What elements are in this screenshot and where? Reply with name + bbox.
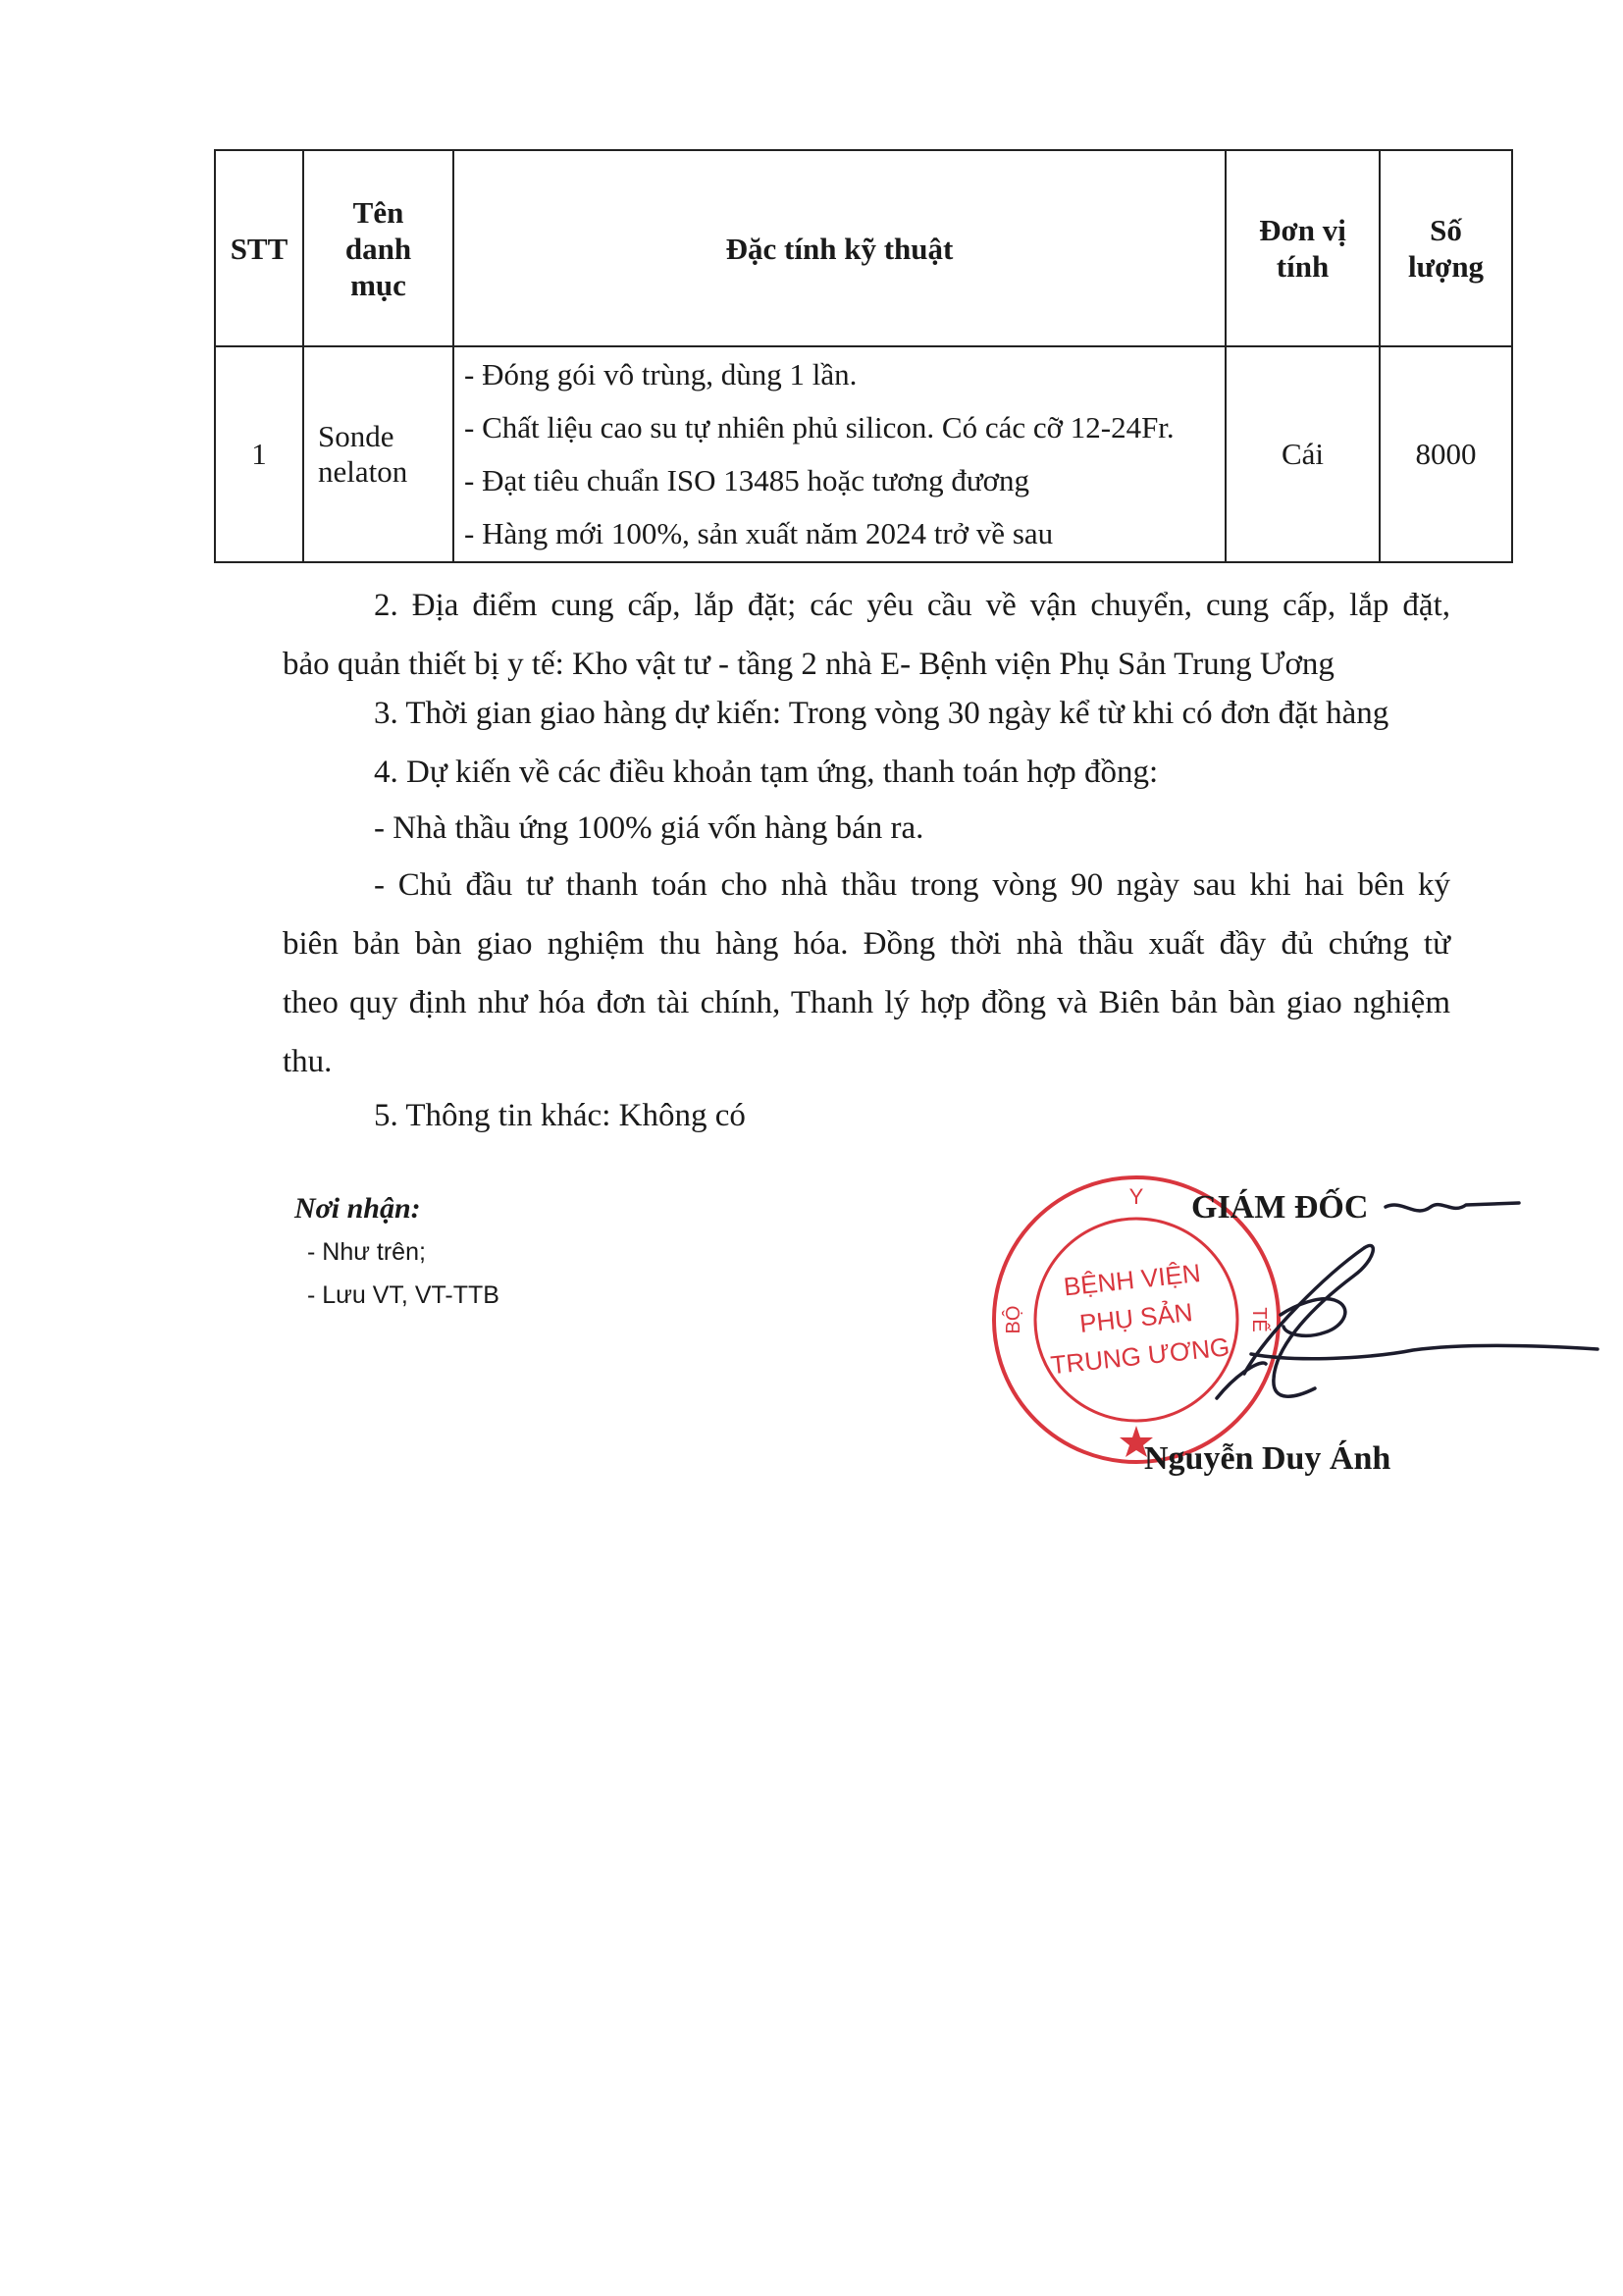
spec-line: - Chất liệu cao su tự nhiên phủ silicon. Có các cỡ 12-24Fr.: [464, 410, 1175, 444]
section-2-line: 2. Địa điểm cung cấp, lắp đặt; các yêu cầu về vận chuyển, cung cấp, lắp đặt,: [374, 588, 1450, 623]
section-4-b: [283, 856, 1450, 1091]
section-4-a: - Nhà thầu ứng 100% giá vốn hàng bán ra.: [374, 810, 924, 846]
section-4-b-line: thu.: [283, 1044, 333, 1079]
header-name-line: Tên: [352, 194, 404, 230]
recipient-item: - Lưu VT, VT-TTB: [307, 1281, 499, 1309]
cell-name-line: Sonde: [318, 419, 394, 453]
cell-name-line: nelaton: [318, 454, 408, 489]
signature-scribble: [1158, 1158, 1609, 1413]
header-unit-line: Đơn vị: [1259, 213, 1346, 247]
header-unit: [1226, 150, 1380, 346]
stamp-line: PHỤ SẢN: [1077, 1297, 1194, 1338]
header-spec: Đặc tính kỹ thuật: [453, 150, 1226, 346]
header-qty-line: Số: [1430, 213, 1462, 247]
header-qty-line: lượng: [1407, 249, 1485, 284]
recipients-title: Nơi nhận:: [294, 1192, 421, 1225]
stamp-ring-right: TẾ: [1248, 1307, 1270, 1332]
section-5: 5. Thông tin khác: Không có: [374, 1098, 746, 1133]
cell-unit: Cái: [1226, 346, 1380, 562]
section-4-b-line: biên bản bàn giao nghiệm thu hàng hóa. Đồng thời nhà thầu xuất đầy đủ chứng từ: [283, 926, 1450, 962]
spec-line: - Đạt tiêu chuẩn ISO 13485 hoặc tương đương: [464, 463, 1030, 497]
spec-table: [214, 149, 1513, 563]
spec-line: - Đóng gói vô trùng, dùng 1 lần.: [464, 357, 858, 391]
table-row: [215, 346, 1512, 562]
signature-title: GIÁM ĐỐC: [1191, 1189, 1369, 1226]
cell-qty: 8000: [1380, 346, 1512, 562]
cell-spec: [453, 346, 1226, 562]
stamp-ring-top: Y: [1128, 1184, 1144, 1209]
section-2-line: bảo quản thiết bị y tế: Kho vật tư - tầng 2 nhà E- Bệnh viện Phụ Sản Trung Ương: [283, 647, 1335, 682]
section-3: 3. Thời gian giao hàng dự kiến: Trong vòng 30 ngày kể từ khi có đơn đặt hàng: [374, 696, 1389, 731]
table-header-row: [215, 150, 1512, 346]
section-2: [283, 576, 1450, 694]
section-4-b-line: - Chủ đầu tư thanh toán cho nhà thầu trong vòng 90 ngày sau khi hai bên ký: [374, 867, 1450, 903]
header-name: [303, 150, 453, 346]
header-qty: [1380, 150, 1512, 346]
spec-line: - Hàng mới 100%, sản xuất năm 2024 trở về sau: [464, 516, 1054, 550]
stamp-line: BỆNH VIỆN: [1062, 1257, 1202, 1302]
header-stt: STT: [215, 150, 303, 346]
recipients-block: [294, 1187, 499, 1317]
stamp-ring-left: BỘ: [1003, 1305, 1024, 1334]
recipient-item: - Như trên;: [307, 1238, 426, 1266]
cell-stt: 1: [215, 346, 303, 562]
signer-name: Nguyễn Duy Ánh: [1144, 1440, 1391, 1477]
header-name-line: mục: [350, 267, 406, 302]
header-unit-line: tính: [1276, 249, 1330, 284]
cell-name: [303, 346, 453, 562]
header-name-line: danh: [344, 231, 412, 266]
section-4-b-line: theo quy định như hóa đơn tài chính, Thanh lý hợp đồng và Biên bản bàn giao nghiệm: [283, 985, 1450, 1020]
section-4: 4. Dự kiến về các điều khoản tạm ứng, thanh toán hợp đồng:: [374, 755, 1159, 790]
stamp-line: TRUNG ƯƠNG: [1049, 1331, 1231, 1381]
